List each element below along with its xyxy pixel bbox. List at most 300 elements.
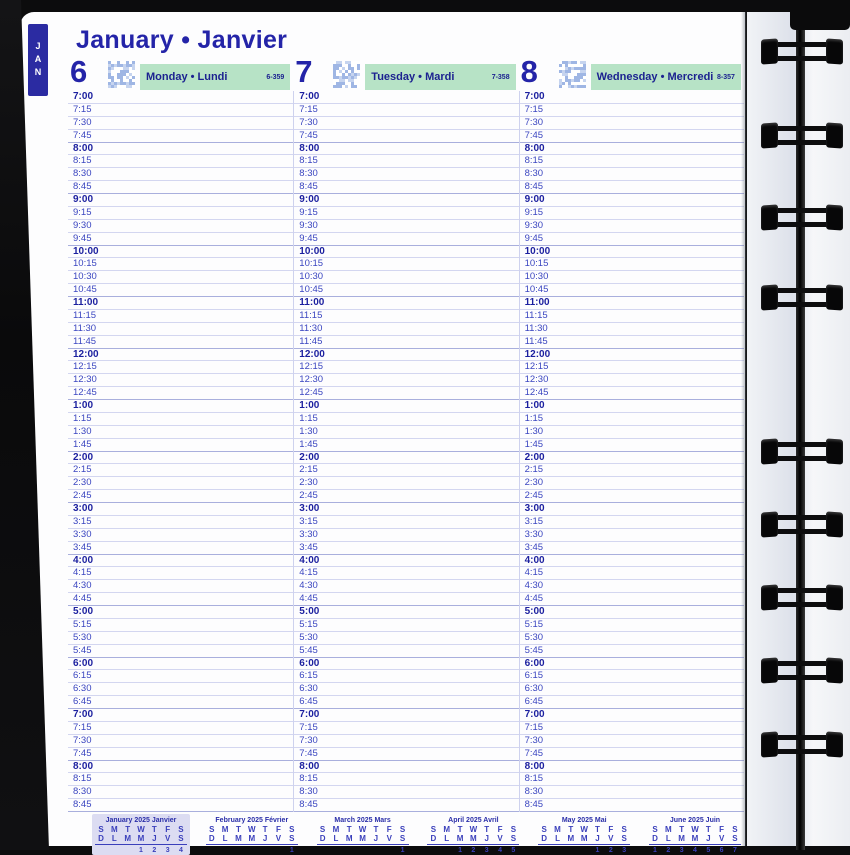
day-header xyxy=(293,54,518,91)
time-slot-row: 8:00 xyxy=(294,761,518,774)
weekday-letter: S xyxy=(430,825,437,834)
date-number xyxy=(260,846,270,855)
mini-calendar-title: May 2025 Mai xyxy=(561,817,607,824)
calendar-divider xyxy=(317,844,409,845)
time-slot-row: 4:15 xyxy=(294,567,518,580)
time-slot-row: 8:15 xyxy=(294,155,518,168)
time-slot-row: 6:00 xyxy=(520,658,744,671)
weekday-letter: M xyxy=(554,825,561,834)
time-slot-row: 12:00 xyxy=(68,349,293,362)
time-slot-row: 7:45 xyxy=(68,130,293,143)
time-slot-row: 5:45 xyxy=(294,645,518,658)
weekday-letter: S xyxy=(289,825,295,834)
time-slot-row: 6:30 xyxy=(520,683,744,696)
binder-ring xyxy=(761,285,843,311)
time-slot-row: 2:45 xyxy=(294,490,518,503)
time-slot-row: 6:45 xyxy=(68,696,293,709)
time-slot-row: 7:45 xyxy=(520,748,744,761)
time-slot-row: 1:15 xyxy=(68,413,293,426)
time-slot-row: 6:15 xyxy=(294,670,518,683)
time-slot-row: 1:00 xyxy=(294,400,518,413)
time-slot-row: 11:30 xyxy=(520,323,744,336)
date-number: 3 xyxy=(165,847,170,854)
page-title: January • Janvier xyxy=(76,26,288,54)
date-number xyxy=(273,846,283,855)
weekday-letter: D xyxy=(319,834,326,843)
day-name-bar xyxy=(365,64,515,90)
time-slot-row: 3:45 xyxy=(294,542,518,555)
time-slot-row: 8:30 xyxy=(520,168,744,181)
weekday-letter: M xyxy=(332,825,340,834)
weekday-letter: W xyxy=(580,825,588,834)
weekday-row-en xyxy=(535,825,633,834)
time-slot-row: 5:15 xyxy=(294,619,518,632)
binder-ring xyxy=(761,732,843,758)
first-week-row xyxy=(92,846,190,855)
weekday-row-en xyxy=(203,825,301,834)
time-slot-row: 9:00 xyxy=(68,194,293,207)
date-number xyxy=(247,846,257,855)
date-number xyxy=(358,846,368,855)
day-name-label: Monday • Lundi xyxy=(146,71,228,83)
weekday-letter: V xyxy=(497,834,503,843)
date-number: 2 xyxy=(471,847,476,854)
time-slot-row: 10:30 xyxy=(520,271,744,284)
cover-corner-top-right xyxy=(790,0,850,30)
time-slot-row: 12:15 xyxy=(520,361,744,374)
time-slot-row: 3:30 xyxy=(520,529,744,542)
day-number: 7 xyxy=(295,54,313,89)
weekday-row-fr xyxy=(646,834,744,843)
date-number xyxy=(579,846,589,855)
mini-calendar-title: June 2025 Juin xyxy=(669,817,721,824)
time-slot-row: 4:00 xyxy=(294,555,518,568)
mini-calendar-title: April 2025 Avril xyxy=(448,817,499,824)
time-slot-row: 7:15 xyxy=(294,104,518,117)
time-slot-row: 9:30 xyxy=(294,220,518,233)
time-slot-row: 4:15 xyxy=(68,567,293,580)
time-slot-row: 3:15 xyxy=(68,516,293,529)
day-header xyxy=(68,54,293,91)
weekday-letter: J xyxy=(373,834,379,843)
time-slot-row: 5:00 xyxy=(520,606,744,619)
time-slot-row: 6:15 xyxy=(520,670,744,683)
weekday-letter: S xyxy=(510,834,517,843)
time-slot-row: 9:45 xyxy=(68,233,293,246)
weekday-letter: S xyxy=(98,825,104,834)
time-slot-row: 4:45 xyxy=(68,593,293,606)
day-header xyxy=(519,54,744,91)
weekday-letter: S xyxy=(178,825,184,834)
time-slot-row: 7:30 xyxy=(68,735,293,748)
time-slot-row: 10:00 xyxy=(68,246,293,259)
time-slot-row: 7:00 xyxy=(520,709,744,722)
weekday-letter: F xyxy=(608,825,614,834)
weekday-letter: M xyxy=(124,834,131,843)
weekday-letter: M xyxy=(235,834,242,843)
time-slot-row: 7:15 xyxy=(68,104,293,117)
weekday-letter: S xyxy=(399,825,406,834)
date-number xyxy=(220,846,230,855)
weekday-letter: S xyxy=(209,825,215,834)
weekday-letter: L xyxy=(555,834,560,843)
time-slot-row: 2:30 xyxy=(68,477,293,490)
day-columns-grid xyxy=(68,54,744,812)
time-slot-row: 12:45 xyxy=(520,387,744,400)
time-slot-row: 10:00 xyxy=(520,246,744,259)
weekday-letter: F xyxy=(275,825,281,834)
first-week-row xyxy=(314,846,412,855)
time-slot-row: 10:15 xyxy=(68,258,293,271)
date-number: 4 xyxy=(498,847,502,854)
time-rows xyxy=(68,91,293,812)
date-number xyxy=(442,846,452,855)
time-slot-row: 3:45 xyxy=(68,542,293,555)
time-slot-row: 7:15 xyxy=(68,722,293,735)
time-slot-row: 2:30 xyxy=(294,477,518,490)
date-number: 3 xyxy=(679,847,684,854)
first-week-row xyxy=(424,846,522,855)
mini-calendar-strip xyxy=(92,814,744,855)
time-slot-row: 9:00 xyxy=(294,194,518,207)
time-slot-row: 7:15 xyxy=(294,722,518,735)
mini-calendar[interactable] xyxy=(92,814,190,855)
time-slot-row: 6:45 xyxy=(520,696,744,709)
date-number: 3 xyxy=(484,847,489,854)
weekday-letter: M xyxy=(664,825,672,834)
time-slot-row: 12:30 xyxy=(294,374,518,387)
time-slot-row: 7:00 xyxy=(68,91,293,104)
weekday-letter: W xyxy=(137,825,145,834)
time-rows xyxy=(519,91,744,812)
weekday-letter: D xyxy=(430,834,437,843)
weekday-letter: S xyxy=(732,834,738,843)
time-slot-row: 8:45 xyxy=(68,181,293,194)
day-number: 6 xyxy=(70,54,88,89)
weekday-letter: J xyxy=(262,834,268,843)
time-slot-row: 9:30 xyxy=(520,220,744,233)
day-column xyxy=(293,54,518,812)
weekday-letter: T xyxy=(568,825,574,834)
time-slot-row: 8:30 xyxy=(68,168,293,181)
time-slot-row: 1:00 xyxy=(68,400,293,413)
weekday-letter: M xyxy=(580,834,588,843)
first-week-row xyxy=(203,846,301,855)
weekday-row-en xyxy=(92,825,190,834)
time-slot-row: 2:30 xyxy=(520,477,744,490)
time-slot-row: 7:30 xyxy=(294,117,518,130)
day-name-bar xyxy=(140,64,290,90)
weekday-letter: V xyxy=(275,834,282,843)
weekday-letter: S xyxy=(510,825,517,834)
day-column xyxy=(519,54,744,812)
time-slot-row: 5:30 xyxy=(520,632,744,645)
day-of-year-code: 6-359 xyxy=(266,73,285,81)
binder-ring xyxy=(761,39,843,65)
weekday-letter: D xyxy=(652,834,658,843)
weekday-letter: L xyxy=(111,834,117,843)
time-slot-row: 6:00 xyxy=(294,658,518,671)
date-number: 2 xyxy=(666,847,671,854)
calendar-divider xyxy=(206,844,298,845)
time-slot-row: 5:00 xyxy=(294,606,518,619)
qr-code-icon xyxy=(559,61,586,88)
binder-ring xyxy=(761,439,843,465)
time-slot-row: 2:15 xyxy=(520,464,744,477)
time-slot-row: 1:45 xyxy=(68,439,293,452)
time-slot-row: 7:30 xyxy=(520,117,744,130)
binder-ring xyxy=(761,205,843,231)
weekday-letter: J xyxy=(595,834,600,843)
time-slot-row: 8:00 xyxy=(68,761,293,774)
mini-calendar[interactable] xyxy=(314,814,412,855)
time-slot-row: 11:45 xyxy=(68,336,293,349)
time-slot-row: 7:45 xyxy=(294,748,518,761)
weekday-row-fr xyxy=(92,834,190,843)
time-slot-row: 3:45 xyxy=(520,542,744,555)
binder-ring xyxy=(761,123,843,149)
weekday-letter: T xyxy=(125,825,131,834)
date-number: 5 xyxy=(511,847,516,854)
weekday-letter: J xyxy=(152,834,157,843)
time-slot-row: 7:00 xyxy=(520,91,744,104)
weekday-letter: T xyxy=(373,825,379,834)
day-column xyxy=(68,54,293,812)
date-number: 2 xyxy=(152,847,157,854)
time-slot-row: 10:15 xyxy=(294,258,518,271)
day-number: 8 xyxy=(520,54,538,89)
time-slot-row: 8:45 xyxy=(294,181,518,194)
time-slot-row: 6:30 xyxy=(68,683,293,696)
time-slot-row: 12:00 xyxy=(520,349,744,362)
calendar-divider xyxy=(427,844,519,845)
weekday-letter: L xyxy=(665,834,671,843)
date-number: 1 xyxy=(289,847,294,854)
time-slot-row: 8:45 xyxy=(294,799,518,812)
time-slot-row: 11:45 xyxy=(294,336,518,349)
weekday-letter: M xyxy=(359,834,366,843)
time-slot-row: 2:45 xyxy=(68,490,293,503)
weekday-letter: S xyxy=(621,825,627,834)
date-number xyxy=(428,846,438,855)
weekday-letter: M xyxy=(567,834,575,843)
time-slot-row: 8:15 xyxy=(294,773,518,786)
time-slot-row: 6:45 xyxy=(294,696,518,709)
time-slot-row: 5:00 xyxy=(68,606,293,619)
time-slot-row: 2:45 xyxy=(520,490,744,503)
time-slot-row: 5:30 xyxy=(294,632,518,645)
time-slot-row: 7:15 xyxy=(520,104,744,117)
time-slot-row: 7:30 xyxy=(520,735,744,748)
time-slot-row: 10:45 xyxy=(520,284,744,297)
first-week-row xyxy=(535,846,633,855)
weekday-row-fr xyxy=(203,834,301,843)
time-slot-row: 1:00 xyxy=(520,400,744,413)
weekday-letter: J xyxy=(706,834,711,843)
time-slot-row: 8:30 xyxy=(68,786,293,799)
calendar-divider xyxy=(649,844,741,845)
weekday-letter: V xyxy=(608,834,614,843)
time-slot-row: 8:45 xyxy=(520,181,744,194)
time-slot-row: 7:45 xyxy=(294,130,518,143)
time-slot-row: 11:00 xyxy=(520,297,744,310)
first-week-row xyxy=(646,846,744,855)
weekday-letter: M xyxy=(137,834,145,843)
weekday-letter: T xyxy=(679,825,685,834)
date-number xyxy=(566,846,576,855)
time-slot-row: 3:30 xyxy=(68,529,293,542)
time-slot-row: 7:45 xyxy=(520,130,744,143)
time-slot-row: 11:45 xyxy=(520,336,744,349)
weekday-row-en xyxy=(424,825,522,834)
mini-calendar[interactable] xyxy=(424,814,522,855)
time-slot-row: 11:30 xyxy=(68,323,293,336)
page-side-shadow xyxy=(741,12,747,846)
time-slot-row: 3:00 xyxy=(68,503,293,516)
time-slot-row: 4:45 xyxy=(520,593,744,606)
weekday-letter: F xyxy=(386,825,392,834)
date-number xyxy=(371,846,381,855)
binder-ring xyxy=(761,658,843,684)
qr-code-icon xyxy=(333,61,360,88)
time-slot-row: 10:45 xyxy=(68,284,293,297)
date-number: 1 xyxy=(400,847,405,854)
time-slot-row: 4:45 xyxy=(294,593,518,606)
time-slot-row: 8:30 xyxy=(520,786,744,799)
date-number: 5 xyxy=(706,847,711,854)
weekday-letter: M xyxy=(110,825,118,834)
day-of-year-code: 7-358 xyxy=(491,73,510,81)
day-name-label: Tuesday • Mardi xyxy=(371,71,455,83)
date-number: 4 xyxy=(693,847,697,854)
time-slot-row: 8:00 xyxy=(520,761,744,774)
time-slot-row: 4:30 xyxy=(68,580,293,593)
date-number: 3 xyxy=(622,847,627,854)
binder-ring xyxy=(761,585,843,611)
weekday-row-fr xyxy=(535,834,633,843)
mini-calendar[interactable] xyxy=(203,814,301,855)
time-slot-row: 10:45 xyxy=(294,284,518,297)
time-slot-row: 3:30 xyxy=(294,529,518,542)
day-name-bar xyxy=(591,64,741,90)
time-slot-row: 12:30 xyxy=(520,374,744,387)
date-number xyxy=(344,846,354,855)
qr-code-icon xyxy=(108,61,135,88)
time-slot-row: 10:00 xyxy=(294,246,518,259)
day-name-label: Wednesday • Mercredi xyxy=(596,71,714,83)
time-slot-row: 2:15 xyxy=(294,464,518,477)
weekday-letter: M xyxy=(456,834,464,843)
time-slot-row: 1:45 xyxy=(294,439,518,452)
time-slot-row: 8:00 xyxy=(294,143,518,156)
weekday-letter: S xyxy=(621,834,627,843)
mini-calendar-title: February 2025 Février xyxy=(215,817,289,824)
mini-calendar-title: March 2025 Mars xyxy=(334,817,391,824)
time-slot-row: 11:15 xyxy=(520,310,744,323)
time-slot-row: 9:00 xyxy=(520,194,744,207)
time-slot-row: 4:30 xyxy=(294,580,518,593)
weekday-letter: M xyxy=(221,825,229,834)
time-slot-row: 3:15 xyxy=(294,516,518,529)
date-number: 2 xyxy=(608,847,613,854)
time-slot-row: 12:15 xyxy=(294,361,518,374)
month-tab[interactable]: JAN xyxy=(28,24,48,96)
date-number xyxy=(553,846,563,855)
time-slot-row: 1:15 xyxy=(520,413,744,426)
time-slot-row: 12:45 xyxy=(294,387,518,400)
date-number xyxy=(384,846,394,855)
time-slot-row: 5:15 xyxy=(520,619,744,632)
time-slot-row: 7:15 xyxy=(520,722,744,735)
time-slot-row: 4:00 xyxy=(520,555,744,568)
time-slot-row: 8:15 xyxy=(68,155,293,168)
date-number xyxy=(233,846,243,855)
mini-calendar[interactable] xyxy=(646,814,744,855)
mini-calendar[interactable] xyxy=(535,814,633,855)
weekday-letter: M xyxy=(443,825,451,834)
time-slot-row: 5:45 xyxy=(520,645,744,658)
time-slot-row: 4:30 xyxy=(520,580,744,593)
time-slot-row: 1:30 xyxy=(294,426,518,439)
weekday-row-fr xyxy=(314,834,412,843)
time-slot-row: 9:45 xyxy=(294,233,518,246)
weekday-letter: D xyxy=(98,834,104,843)
weekday-letter: D xyxy=(541,834,548,843)
date-number xyxy=(539,846,549,855)
time-slot-row: 7:00 xyxy=(294,709,518,722)
weekday-letter: T xyxy=(236,825,241,834)
date-number: 1 xyxy=(139,847,143,854)
weekday-letter: W xyxy=(248,825,256,834)
time-slot-row: 9:15 xyxy=(294,207,518,220)
time-slot-row: 11:15 xyxy=(68,310,293,323)
date-number: 1 xyxy=(595,847,600,854)
date-number xyxy=(96,846,106,855)
date-number: 1 xyxy=(653,847,657,854)
time-slot-row: 2:00 xyxy=(68,452,293,465)
time-slot-row: 11:15 xyxy=(294,310,518,323)
date-number xyxy=(109,846,119,855)
time-slot-row: 10:30 xyxy=(68,271,293,284)
time-slot-row: 1:30 xyxy=(520,426,744,439)
weekday-letter: M xyxy=(248,834,256,843)
date-number xyxy=(318,846,328,855)
time-slot-row: 9:30 xyxy=(68,220,293,233)
weekday-letter: T xyxy=(457,825,463,834)
time-slot-row: 7:45 xyxy=(68,748,293,761)
weekday-letter: V xyxy=(718,834,725,843)
time-slot-row: 8:00 xyxy=(68,143,293,156)
date-number: 6 xyxy=(719,847,724,854)
time-slot-row: 8:30 xyxy=(294,786,518,799)
time-slot-row: 2:00 xyxy=(520,452,744,465)
date-number: 7 xyxy=(733,847,737,854)
time-slot-row: 12:15 xyxy=(68,361,293,374)
time-slot-row: 1:45 xyxy=(520,439,744,452)
time-rows xyxy=(293,91,518,812)
weekday-row-en xyxy=(314,825,412,834)
date-number xyxy=(207,846,217,855)
time-slot-row: 10:15 xyxy=(520,258,744,271)
time-slot-row: 11:00 xyxy=(294,297,518,310)
weekday-letter: S xyxy=(399,834,406,843)
time-slot-row: 8:15 xyxy=(68,773,293,786)
weekday-letter: M xyxy=(691,834,699,843)
time-slot-row: 12:30 xyxy=(68,374,293,387)
date-number xyxy=(123,846,133,855)
weekday-letter: T xyxy=(705,825,711,834)
time-slot-row: 11:30 xyxy=(294,323,518,336)
